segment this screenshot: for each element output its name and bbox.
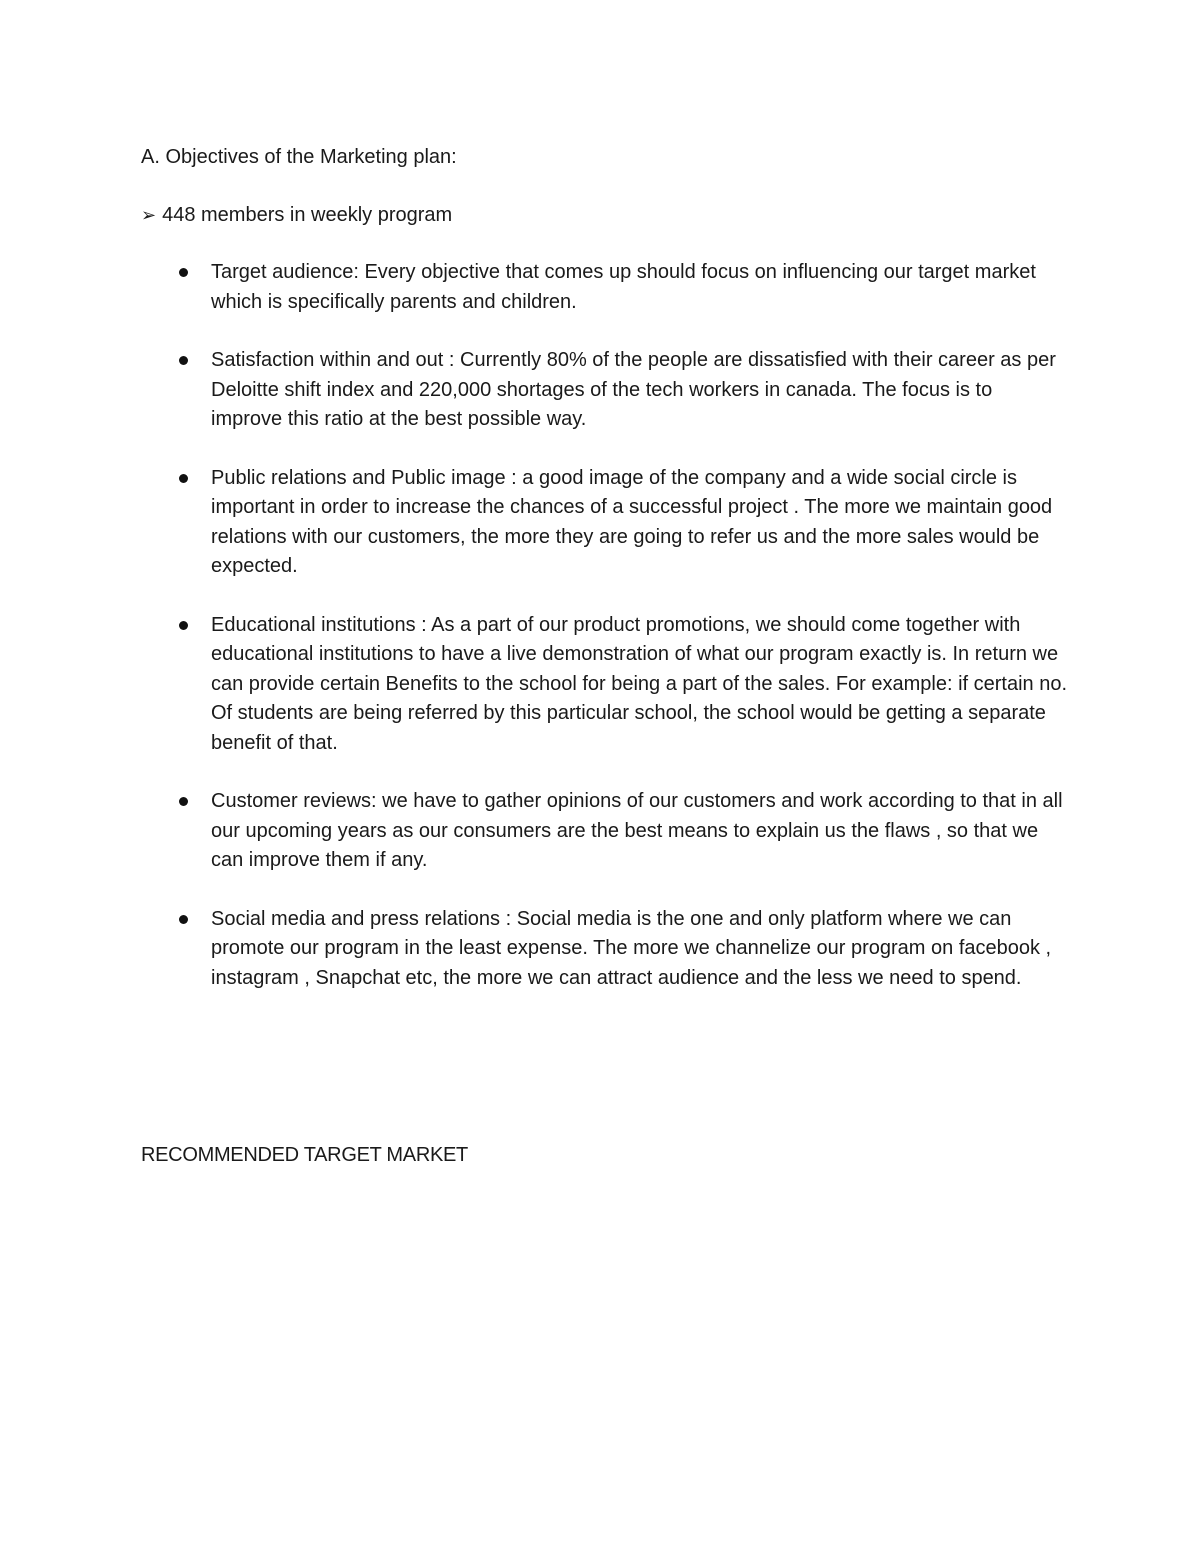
objectives-bullet-list <box>178 258 1068 1022</box>
arrowhead-bullet-icon: ➢ <box>141 205 157 226</box>
list-item-text: Public relations and Public image : a good image of the company and a wide social circle is important in order to increase the chances of a successful project . The more we maintain good relations with our customers, the more they are going to refer us and the more sales would be expected. <box>211 466 1053 577</box>
list-item <box>178 905 1068 994</box>
bullet-dot-icon <box>179 356 188 365</box>
bullet-dot-icon <box>179 915 188 924</box>
bullet-dot-icon <box>179 621 188 630</box>
page-heading: A. Objectives of the Marketing plan: <box>141 146 457 168</box>
list-item-text: Educational institutions : As a part of our product promotions, we should come together with educational institutions to have a live demonstration of what our program exactly is. In return we can provide certain Benefits to the school for being a part of the sales. For example: if certain no. Of students are being referred by this particular school, the school would be getting a separate benefit of that. <box>211 613 1068 754</box>
bullet-dot-icon <box>179 268 188 277</box>
section-title: RECOMMENDED TARGET MARKET <box>141 1144 468 1166</box>
list-item <box>178 346 1068 435</box>
list-item <box>178 611 1068 759</box>
list-item-text: Target audience: Every objective that comes up should focus on influencing our target market which is specifically parents and children. <box>211 261 1036 313</box>
list-item <box>178 258 1068 317</box>
list-item-text: Social media and press relations : Social media is the one and only platform where we can promote our program in the least expense. The more we channelize our program on facebook , instagram , Snapchat etc, the more we can attract audience and the less we need to spend. <box>211 907 1052 989</box>
bullet-dot-icon <box>179 797 188 806</box>
list-item <box>178 787 1068 876</box>
list-item-text: Customer reviews: we have to gather opinions of our customers and work according to that in all our upcoming years as our consumers are the best means to explain us the flaws , so that we can improve them if any. <box>211 790 1063 871</box>
arrow-list-item-text: 448 members in weekly program <box>162 204 453 226</box>
arrow-list-item <box>141 201 452 230</box>
list-item-text: Satisfaction within and out : Currently 80% of the people are dissatisfied with their career as per Deloitte shift index and 220,000 shortages of the tech workers in canada. The focus is to improve this ratio at the best possible way. <box>211 349 1056 430</box>
bullet-dot-icon <box>179 474 188 483</box>
list-item <box>178 464 1068 582</box>
